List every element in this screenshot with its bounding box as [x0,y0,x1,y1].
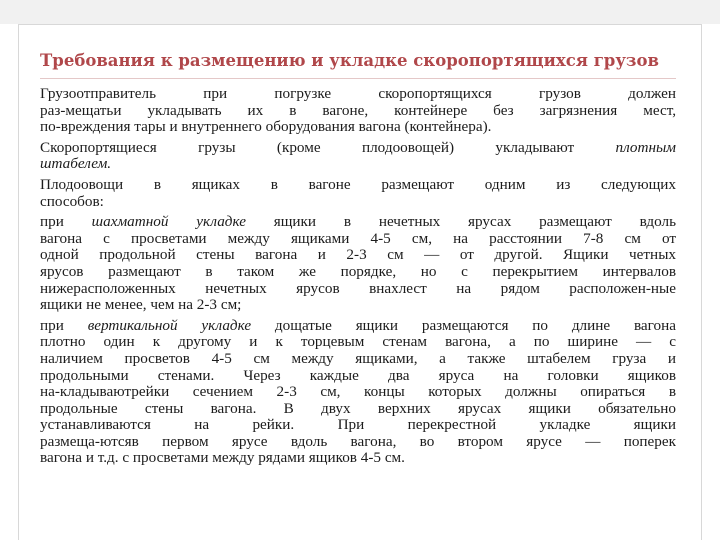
frame-top-line [18,24,702,25]
paragraph [40,177,676,210]
text-line [40,119,676,136]
text-line [40,351,676,368]
text-line [40,401,676,418]
text-line [40,318,676,335]
text-line [40,334,676,351]
text-segment: продольные стены вагона. В двух верхних ярусах ящики обязательно [40,400,676,417]
text-line [40,368,676,385]
text-segment: размеща-ютсяв первом ярусе вдоль вагона, во втором ярусе — поперек [40,433,676,450]
text-line [40,247,676,264]
text-line [40,103,676,120]
text-line [40,231,676,248]
text-segment: вагона с просветами между ящиками 4-5 см, на расстоянии 7-8 см от [40,230,676,247]
top-band [0,0,720,24]
text-segment: устанавливаются на рейки. При перекрестной укладке ящики [40,417,676,434]
text-line [40,297,676,314]
title-underline [40,78,676,79]
paragraph [40,140,676,173]
text-segment: при [40,317,88,334]
text-segment: плотно один к другому и к торцевым стенам вагона, а по ширине — с [40,334,676,351]
frame-right-line [701,24,702,540]
slide-title: Требования к размещению и укладке скоропортящихся грузов [40,51,659,70]
text-segment: способов: [40,193,104,210]
text-segment: раз-мещатьи укладывать их в вагоне, контейнере без загрязнения мест, [40,102,676,119]
text-segment: ящики в нечетных ярусах размещают вдоль [245,214,676,231]
text-line [40,177,676,194]
paragraph [40,86,676,136]
text-segment: при [40,214,92,231]
text-segment: Плодоовощи в ящиках в вагоне размещают одним из следующих [40,176,676,193]
text-line [40,417,676,434]
text-line [40,450,676,467]
text-segment: по-вреждения тары и внутреннего оборудования вагона (контейнера). [40,119,492,136]
text-segment: нижерасположенных нечетных ярусов внахлест на рядом расположен-ные [40,280,676,297]
paragraph [40,214,676,314]
text-line [40,281,676,298]
text-segment: на-кладываютрейки сечением 2-3 см, концы которых должны опираться в [40,384,676,401]
text-line [40,434,676,451]
italic-term: шахматной укладке [91,214,246,231]
text-line [40,384,676,401]
slide-body [40,86,676,467]
paragraph [40,318,676,467]
text-segment: Скоропортящиеся грузы (кроме плодоовощей) укладывают [40,139,616,156]
italic-term: штабелем. [40,156,112,173]
text-segment: Грузоотправитель при погрузке скоропортящихся грузов должен [40,86,676,102]
italic-term: вертикальной укладке [87,317,252,334]
text-segment: дощатые ящики размещаются по длине вагона [251,317,676,334]
italic-term: плотным [615,139,676,156]
text-segment: продольными стенами. Через каждые два яруса на головки ящиков [40,367,676,384]
text-line [40,140,676,157]
text-segment: наличием просветов 4-5 см между ящиками, а также штабелем груза и [40,350,676,367]
frame-left-line [18,24,19,540]
text-line [40,86,676,103]
text-segment: одной продольной стены вагона и 2-3 см — от другой. Ящики четных [40,247,676,264]
text-line [40,156,676,173]
text-segment: ярусов размещают в таком же порядке, но с перекрытием интервалов [40,263,676,280]
text-line [40,214,676,231]
text-line [40,194,676,211]
text-segment: ящики не менее, чем на 2-3 см; [40,297,242,314]
text-segment: вагона и т.д. с просветами между рядами ящиков 4-5 см. [40,450,405,467]
text-line [40,264,676,281]
